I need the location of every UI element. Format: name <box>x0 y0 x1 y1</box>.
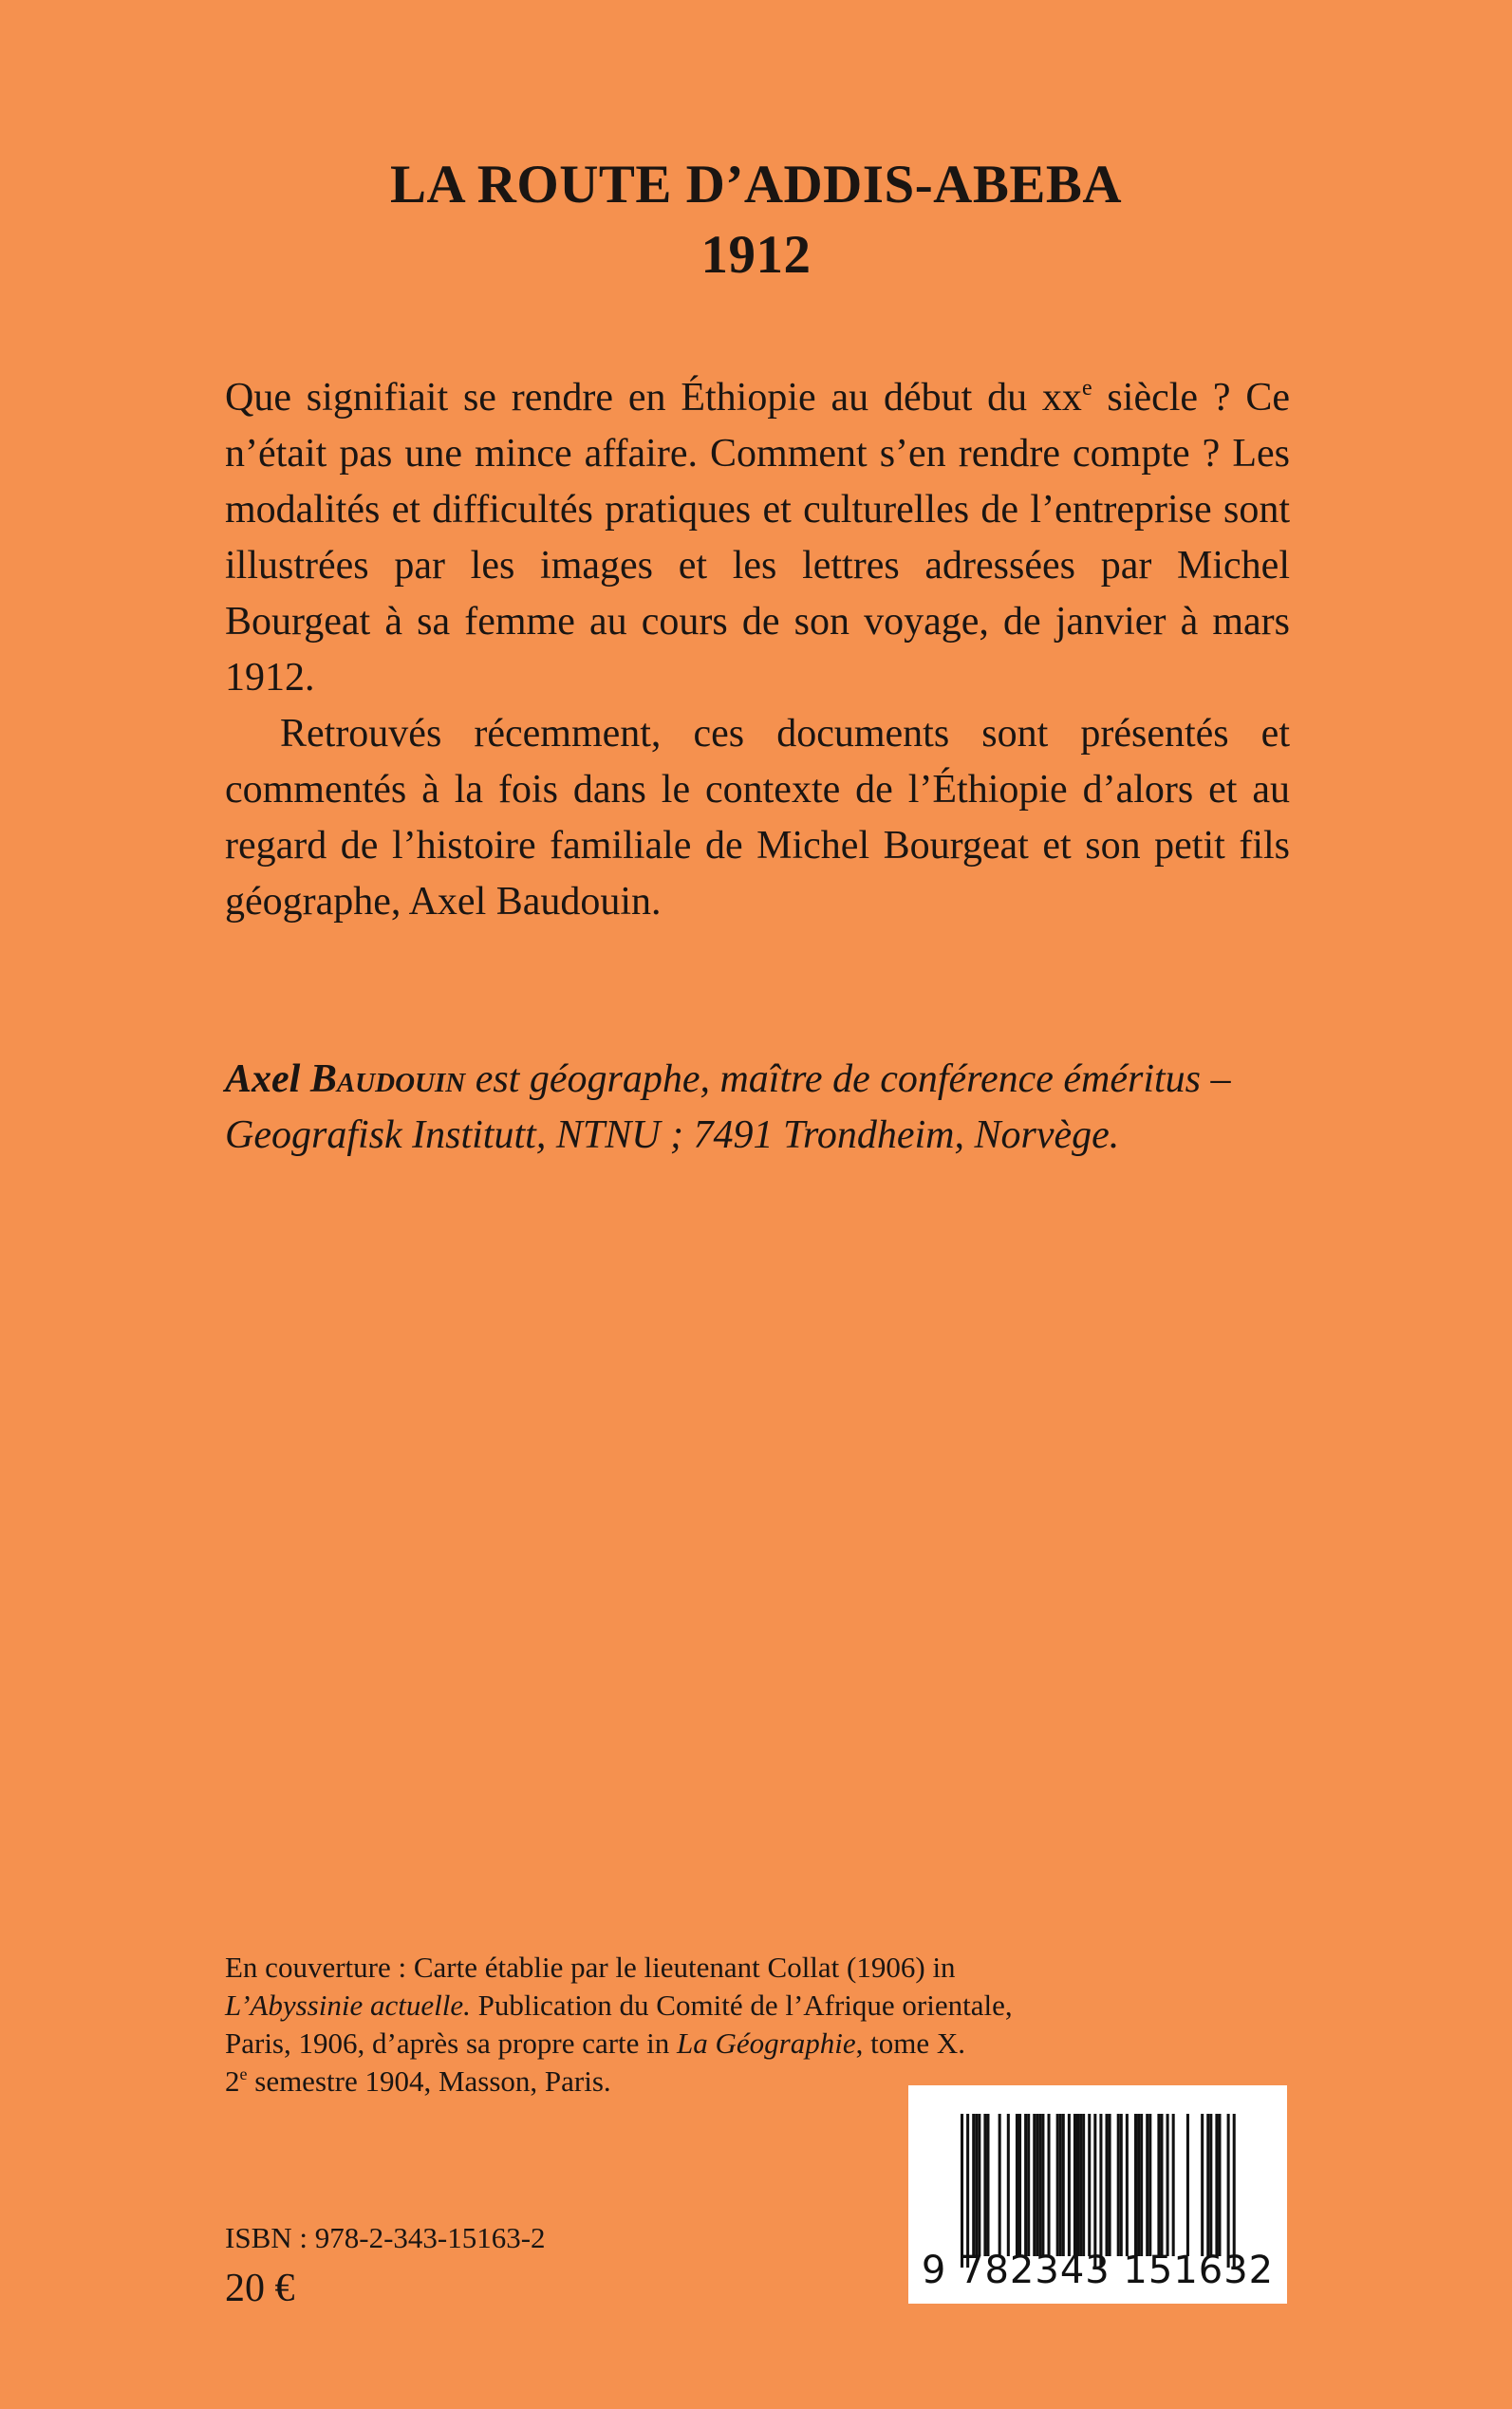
barcode-bar <box>1148 2114 1151 2256</box>
barcode-bar <box>1093 2114 1096 2268</box>
blurb-p1-start: Que signifiait se rendre en Éthiopie au début du xx <box>225 376 1082 420</box>
barcode-bar <box>1056 2114 1059 2256</box>
author-description: est géographe, maître de conférence éméritus – Geografisk Institutt, NTNU ; 7491 Trondheim, Norvège. <box>225 1057 1231 1157</box>
author-last-name: Baudouin <box>309 1057 466 1101</box>
barcode-bar <box>1233 2114 1236 2268</box>
cover-note-part1: En couverture : Carte établie par le lieutenant Collat (1906) in <box>225 1951 956 1984</box>
title-block <box>0 150 1512 290</box>
barcode-bar <box>1172 2114 1175 2256</box>
barcode-bar <box>1134 2114 1137 2256</box>
author-first-name: Axel <box>225 1057 301 1101</box>
barcode-bar <box>1215 2114 1218 2256</box>
barcode-bar <box>1007 2114 1010 2256</box>
barcode-bar <box>975 2114 978 2256</box>
barcode-bar <box>961 2114 963 2268</box>
barcode-bar <box>1076 2114 1079 2256</box>
barcode-bar <box>1227 2114 1230 2268</box>
barcode-bar <box>1088 2114 1091 2256</box>
barcode-bar <box>999 2114 1001 2256</box>
barcode-bar <box>986 2114 989 2256</box>
barcode-bar <box>983 2114 986 2256</box>
barcode-bar <box>1201 2114 1204 2256</box>
cover-note-sup-num: 2 <box>225 2064 240 2098</box>
cover-note-part2: Publication du Comité de l’Afrique orientale, Paris, 1906, d’après sa propre carte in <box>225 1989 1013 2060</box>
barcode-bar <box>1062 2114 1065 2256</box>
cover-note-part4: semestre 1904, Masson, Paris. <box>247 2064 611 2098</box>
book-title: LA ROUTE D’ADDIS-ABEBA <box>389 155 1123 215</box>
cover-note-title1: L’Abyssinie actuelle. <box>225 1989 471 2022</box>
blurb <box>225 370 1290 930</box>
cover-note-title2: La Géographie <box>677 2026 856 2060</box>
barcode-bar <box>1073 2114 1076 2256</box>
blurb-paragraph-1 <box>225 370 1290 706</box>
barcode-bar <box>1206 2114 1209 2256</box>
superscript-e: e <box>1081 376 1092 401</box>
barcode-bar <box>1120 2114 1123 2256</box>
barcode-bar <box>966 2114 969 2268</box>
author-bio <box>225 1052 1297 1164</box>
barcode-bar <box>1068 2114 1071 2256</box>
barcode-bar <box>1146 2114 1148 2256</box>
barcode <box>908 2085 1287 2304</box>
barcode-bar <box>1160 2114 1163 2256</box>
barcode-bar <box>1157 2114 1160 2256</box>
barcode-bar <box>1027 2114 1030 2256</box>
blurb-p1-end: siècle ? Ce n’était pas une mince affaire. Comment s’en rendre compte ? Les modalités et difficultés pratiques et culturelles de l’entreprise sont illustrées par les images et les lettres adressées par Michel Bourgeat à sa femme au cours de son voyage, de janvier à mars 1912. <box>225 376 1290 700</box>
barcode-bar <box>1041 2114 1044 2256</box>
blurb-paragraph-2: Retrouvés récemment, ces documents sont présentés et commentés à la fois dans le contexte de l’Éthiopie d’alors et au regard de l’histoire familiale de Michel Bourgeat et son petit fils géographe, Axel Baudouin. <box>225 712 1290 924</box>
cover-note-part3: , tome X. <box>855 2026 965 2060</box>
barcode-bar <box>1209 2114 1212 2256</box>
barcode-bar <box>1038 2114 1041 2256</box>
barcode-bar <box>1126 2114 1129 2256</box>
barcode-bar <box>1137 2114 1140 2256</box>
barcode-bar <box>1167 2114 1169 2256</box>
barcode-bar <box>1016 2114 1018 2256</box>
barcode-bar <box>978 2114 980 2256</box>
barcode-bar <box>1186 2114 1189 2256</box>
barcode-bar <box>1036 2114 1038 2256</box>
barcode-digits: 9 782343 151632 <box>921 2249 1275 2292</box>
price: 20 € <box>225 2267 295 2310</box>
barcode-bar <box>1218 2114 1221 2256</box>
barcode-bar <box>1117 2114 1120 2256</box>
barcode-bar <box>1048 2114 1051 2256</box>
barcode-bar <box>1018 2114 1021 2256</box>
barcode-bar <box>1109 2114 1111 2256</box>
barcode-bar <box>972 2114 975 2256</box>
isbn: ISBN : 978-2-343-15163-2 <box>225 2221 546 2254</box>
barcode-bar <box>1059 2114 1062 2256</box>
cover-note-sup: e <box>239 2064 248 2083</box>
barcode-bar <box>1082 2114 1085 2256</box>
barcode-bar <box>1140 2114 1143 2256</box>
barcode-bar <box>1099 2114 1102 2268</box>
barcode-bar <box>1106 2114 1109 2256</box>
book-year: 1912 <box>700 225 812 285</box>
cover-note <box>225 1949 1041 2101</box>
barcode-bar <box>1079 2114 1082 2256</box>
barcode-bar <box>1033 2114 1036 2256</box>
barcode-bar <box>1024 2114 1027 2256</box>
